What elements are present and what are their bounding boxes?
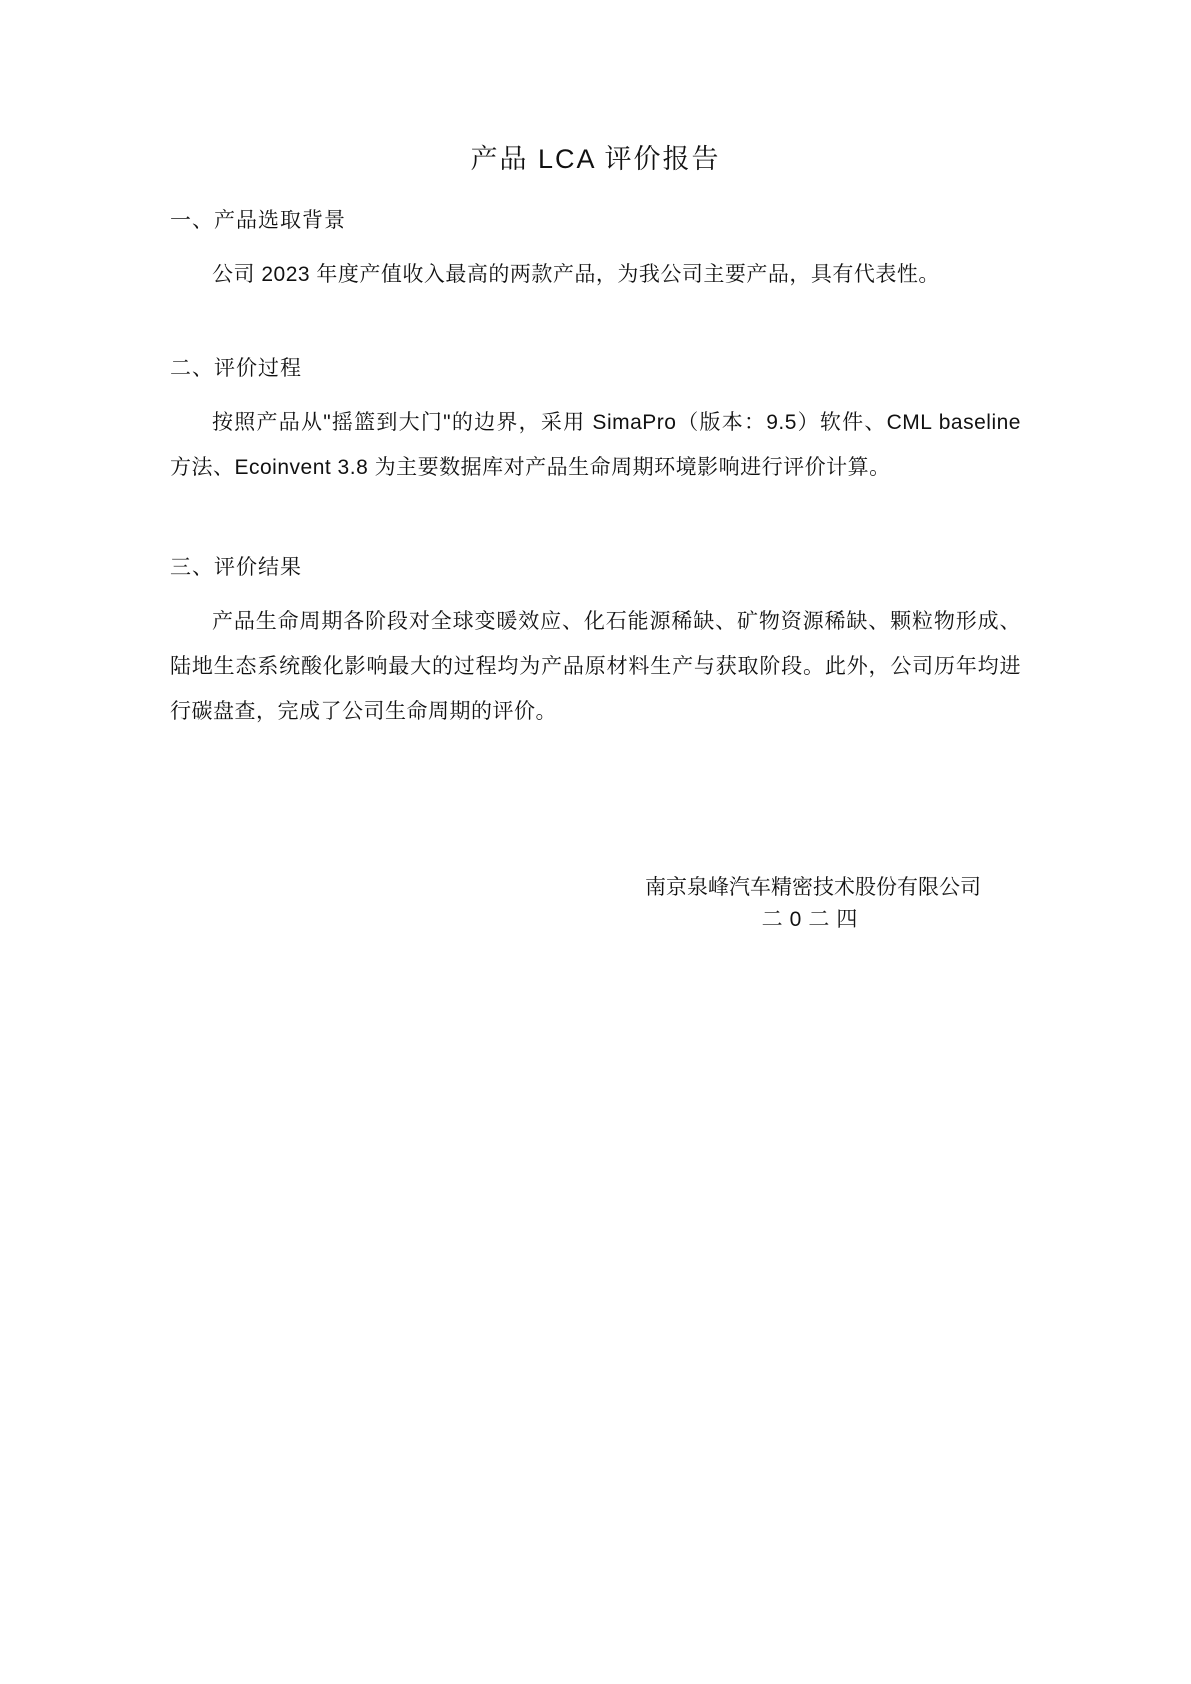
signature-block (645, 872, 981, 936)
section-heading-evaluation-results: 三、评价结果 (170, 556, 302, 580)
section-body-product-selection-background: 公司 2023 年度产值收入最高的两款产品，为我公司主要产品，具有代表性。 (212, 263, 940, 287)
document-content (170, 0, 1021, 734)
signature-date: 二0二四 (761, 908, 865, 931)
page-title: 产品 LCA 评价报告 (470, 144, 721, 174)
signature-company-name: 南京泉峰汽车精密技术股份有限公司 (645, 876, 981, 899)
section-heading-product-selection-background: 一、产品选取背景 (170, 209, 346, 233)
section-body-evaluation-results: 产品生命周期各阶段对全球变暖效应、化石能源稀缺、矿物资源稀缺、颗粒物形成、陆地生态系统酸化影响最大的过程均为产品原材料生产与获取阶段。此外，公司历年均进行碳盘查，完成了公司生命周期的评价。 (170, 610, 1021, 724)
section-heading-evaluation-process: 二、评价过程 (170, 357, 302, 381)
section-body-evaluation-process: 按照产品从"摇篮到大门"的边界，采用 SimaPro（版本：9.5）软件、CML baseline 方法、Ecoinvent 3.8 为主要数据库对产品生命周期环境影响进行评价计算。 (170, 411, 1021, 480)
